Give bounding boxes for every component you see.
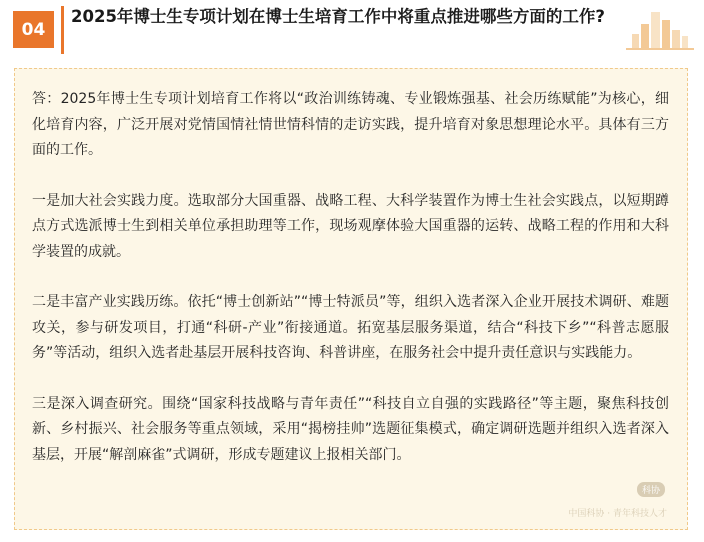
question-title: 2025年博士生专项计划在博士生培育工作中将重点推进哪些方面的工作? [71, 7, 605, 26]
answer-point-three-paragraph: 三是深入调查研究。围绕“国家科技战略与青年责任”“科技自立自强的实践路径”等主题，聚焦科技创新、乡村振兴、社会服务等重点领域，采用“揭榜挂帅”选题征集模式，确定调研选题并组织入选者深入基层，开展“解剖麻雀”式调研，形成专题建议上报相关部门。 [32, 395, 669, 463]
question-header [0, 0, 704, 62]
question-number-badge: 04 [13, 11, 54, 48]
answer-box [14, 68, 688, 530]
answer-point-two-paragraph: 二是丰富产业实践历练。依托“博士创新站”“博士特派员”等，组织入选者深入企业开展技术调研、难题攻关，参与研发项目，打通“科研-产业”衔接通道。拓宽基层服务渠道，结合“科技下乡”“科普志愿服务”等活动，组织入选者赴基层开展科技咨询、科普讲座，在服务社会中提升责任意识与实践能力。 [32, 294, 669, 361]
watermark-text: 中国科协 · 青年科技人才 [568, 509, 667, 519]
building-skyline-icon [626, 4, 694, 50]
answer-intro-paragraph: 答：2025年博士生专项计划培育工作将以“政治训练铸魂、专业锻炼强基、社会历练赋能”为核心，细化培育内容，广泛开展对党情国情社情世情科情的走访实践，提升培育对象思想理论水平。具体有三方面的工作。 [32, 91, 669, 158]
title-accent-bar [61, 6, 64, 54]
answer-point-one-paragraph: 一是加大社会实践力度。选取部分大国重器、战略工程、大科学装置作为博士生社会实践点，以短期蹲点方式选派博士生到相关单位承担助理等工作，现场观摩体验大国重器的运转、战略工程的作用和大科学装置的成就。 [32, 192, 669, 260]
watermark-badge: 科协 [637, 482, 665, 497]
